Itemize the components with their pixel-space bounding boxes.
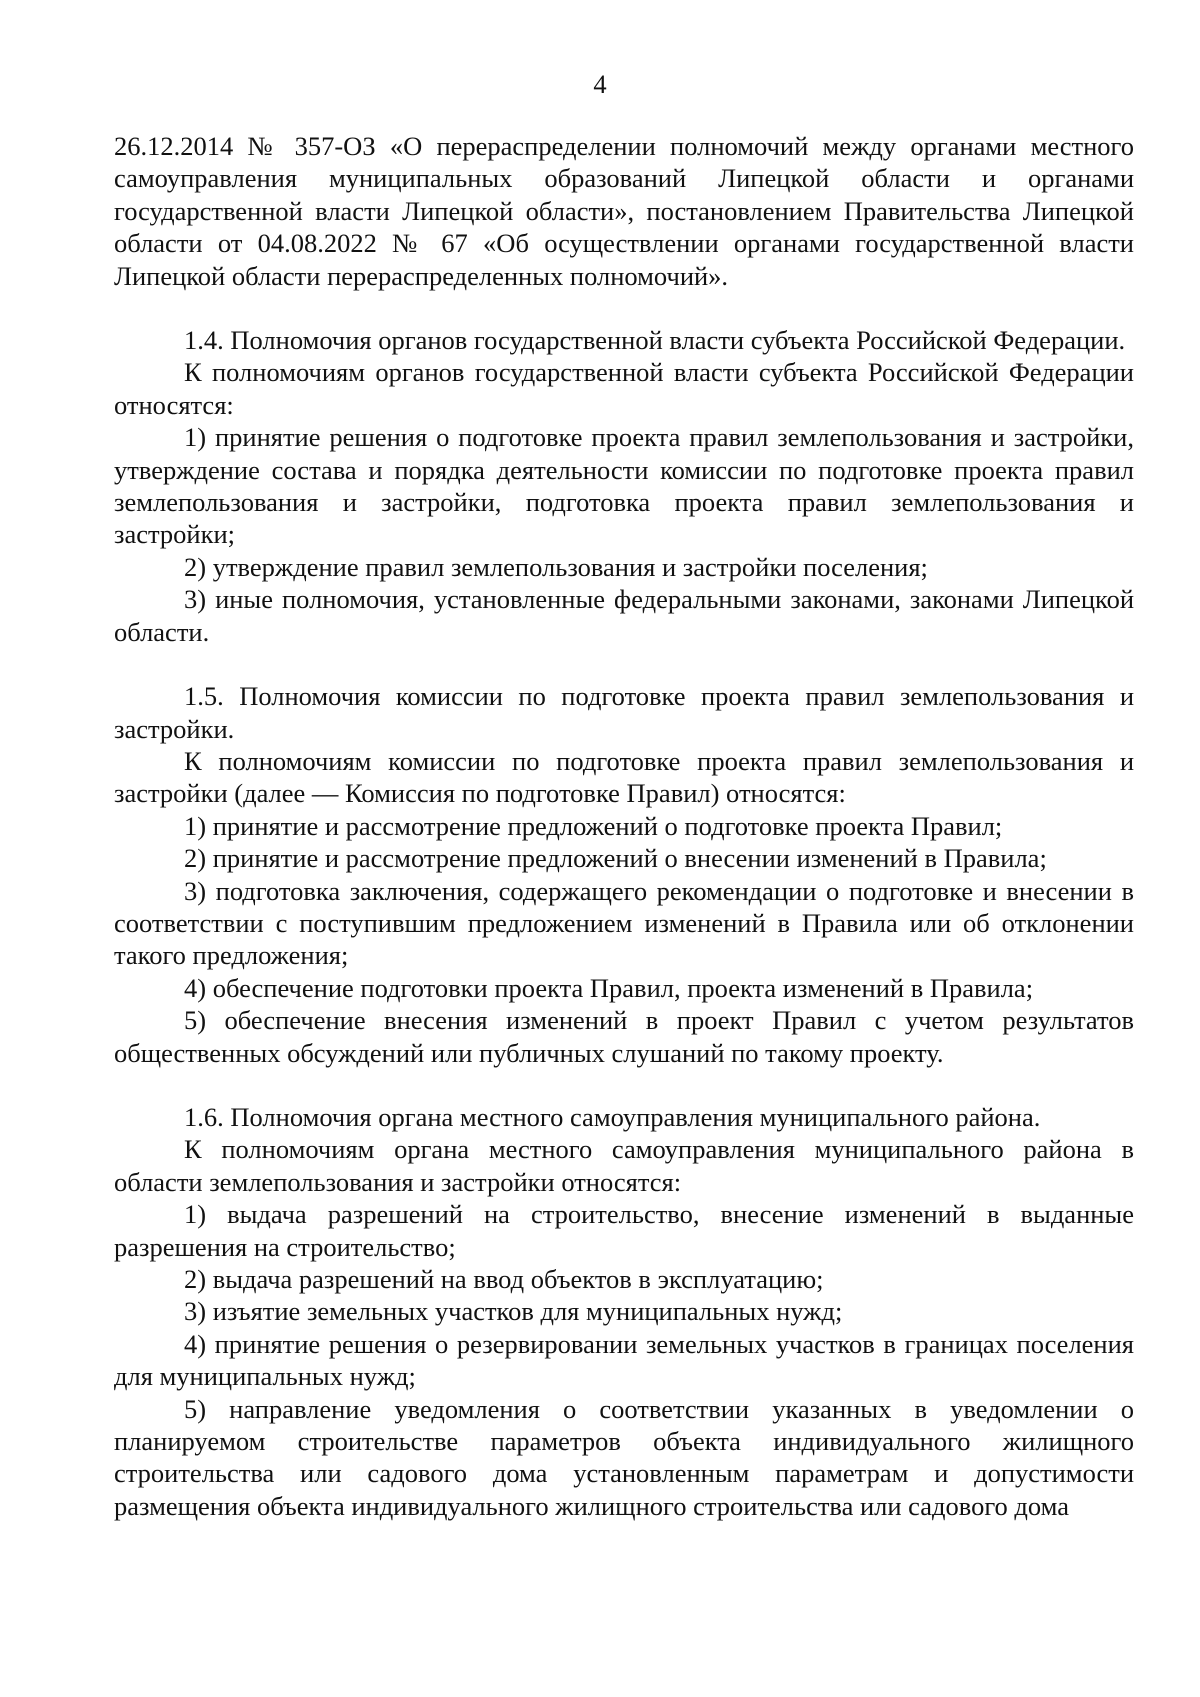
page-number: 4: [593, 69, 607, 99]
list-item: 1) выдача разрешений на строительство, внесение изменений в выданные разрешения на строительство;: [114, 1199, 1134, 1262]
list-item: 3) изъятие земельных участков для муниципальных нужд;: [184, 1296, 843, 1327]
list-item: 4) принятие решения о резервировании земельных участков в границах поселения для муниципальных нужд;: [114, 1328, 1134, 1392]
section-heading-1-6: 1.6. Полномочия органа местного самоуправления муниципального района.: [184, 1101, 1041, 1132]
section-heading-1-4: 1.4. Полномочия органов государственной власти субъекта Российской Федерации.: [184, 325, 1126, 356]
paragraph-law-reference: 26.12.2014 № 357-ОЗ «О перераспределении полномочий между органами местного самоуправления муниципальных образований Липецкой области и органами государственной власти Липецкой области», постановлением Правительства Липецкой области от 04.08.2022 № 67 «Об осуществлении органами государственной власти Липецкой области перераспределенных полномочий».: [114, 131, 1134, 291]
list-item: 3) подготовка заключения, содержащего рекомендации о подготовке и внесении в соответствии с поступившим предложением изменений в Правила или об отклонении такого предложения;: [114, 875, 1134, 971]
paragraph-intro-1-5: К полномочиям комиссии по подготовке проекта правил землепользования и застройки (далее — Комиссия по подготовке Правил) относятся:: [114, 745, 1134, 809]
document-body: [114, 130, 1134, 1522]
list-item: 2) выдача разрешений на ввод объектов в эксплуатацию;: [184, 1264, 824, 1294]
paragraph-intro-1-4: К полномочиям органов государственной власти субъекта Российской Федерации относятся:: [114, 357, 1134, 420]
paragraph-intro-1-6: К полномочиям органа местного самоуправления муниципального района в области землепользования и застройки относятся:: [114, 1134, 1134, 1197]
section-heading-1-5: 1.5. Полномочия комиссии по подготовке проекта правил землепользования и застройки.: [114, 681, 1134, 744]
list-item: 1) принятие и рассмотрение предложений о подготовке проекта Правил;: [184, 810, 1003, 841]
list-item: 2) принятие и рассмотрение предложений о внесении изменений в Правила;: [184, 843, 1047, 874]
list-item: 5) направление уведомления о соответствии указанных в уведомлении о планируемом строительстве параметров объекта индивидуального жилищного строительства или садового дома установленным параметрам и допустимости размещения объекта индивидуального жилищного строительства или садового дома: [114, 1393, 1134, 1521]
list-item: 1) принятие решения о подготовке проекта правил землепользования и застройки, утверждение состава и порядка деятельности комиссии по подготовке проекта правил землепользования и застройки, подготовка проекта правил землепользования и застройки;: [114, 422, 1134, 550]
list-item: 3) иные полномочия, установленные федеральными законами, законами Липецкой области.: [114, 584, 1134, 647]
list-item: 2) утверждение правил землепользования и застройки поселения;: [184, 551, 928, 582]
list-item: 5) обеспечение внесения изменений в проект Правил с учетом результатов общественных обсуждений или публичных слушаний по такому проекту.: [114, 1005, 1134, 1068]
list-item: 4) обеспечение подготовки проекта Правил, проекта изменений в Правила;: [184, 972, 1034, 1003]
